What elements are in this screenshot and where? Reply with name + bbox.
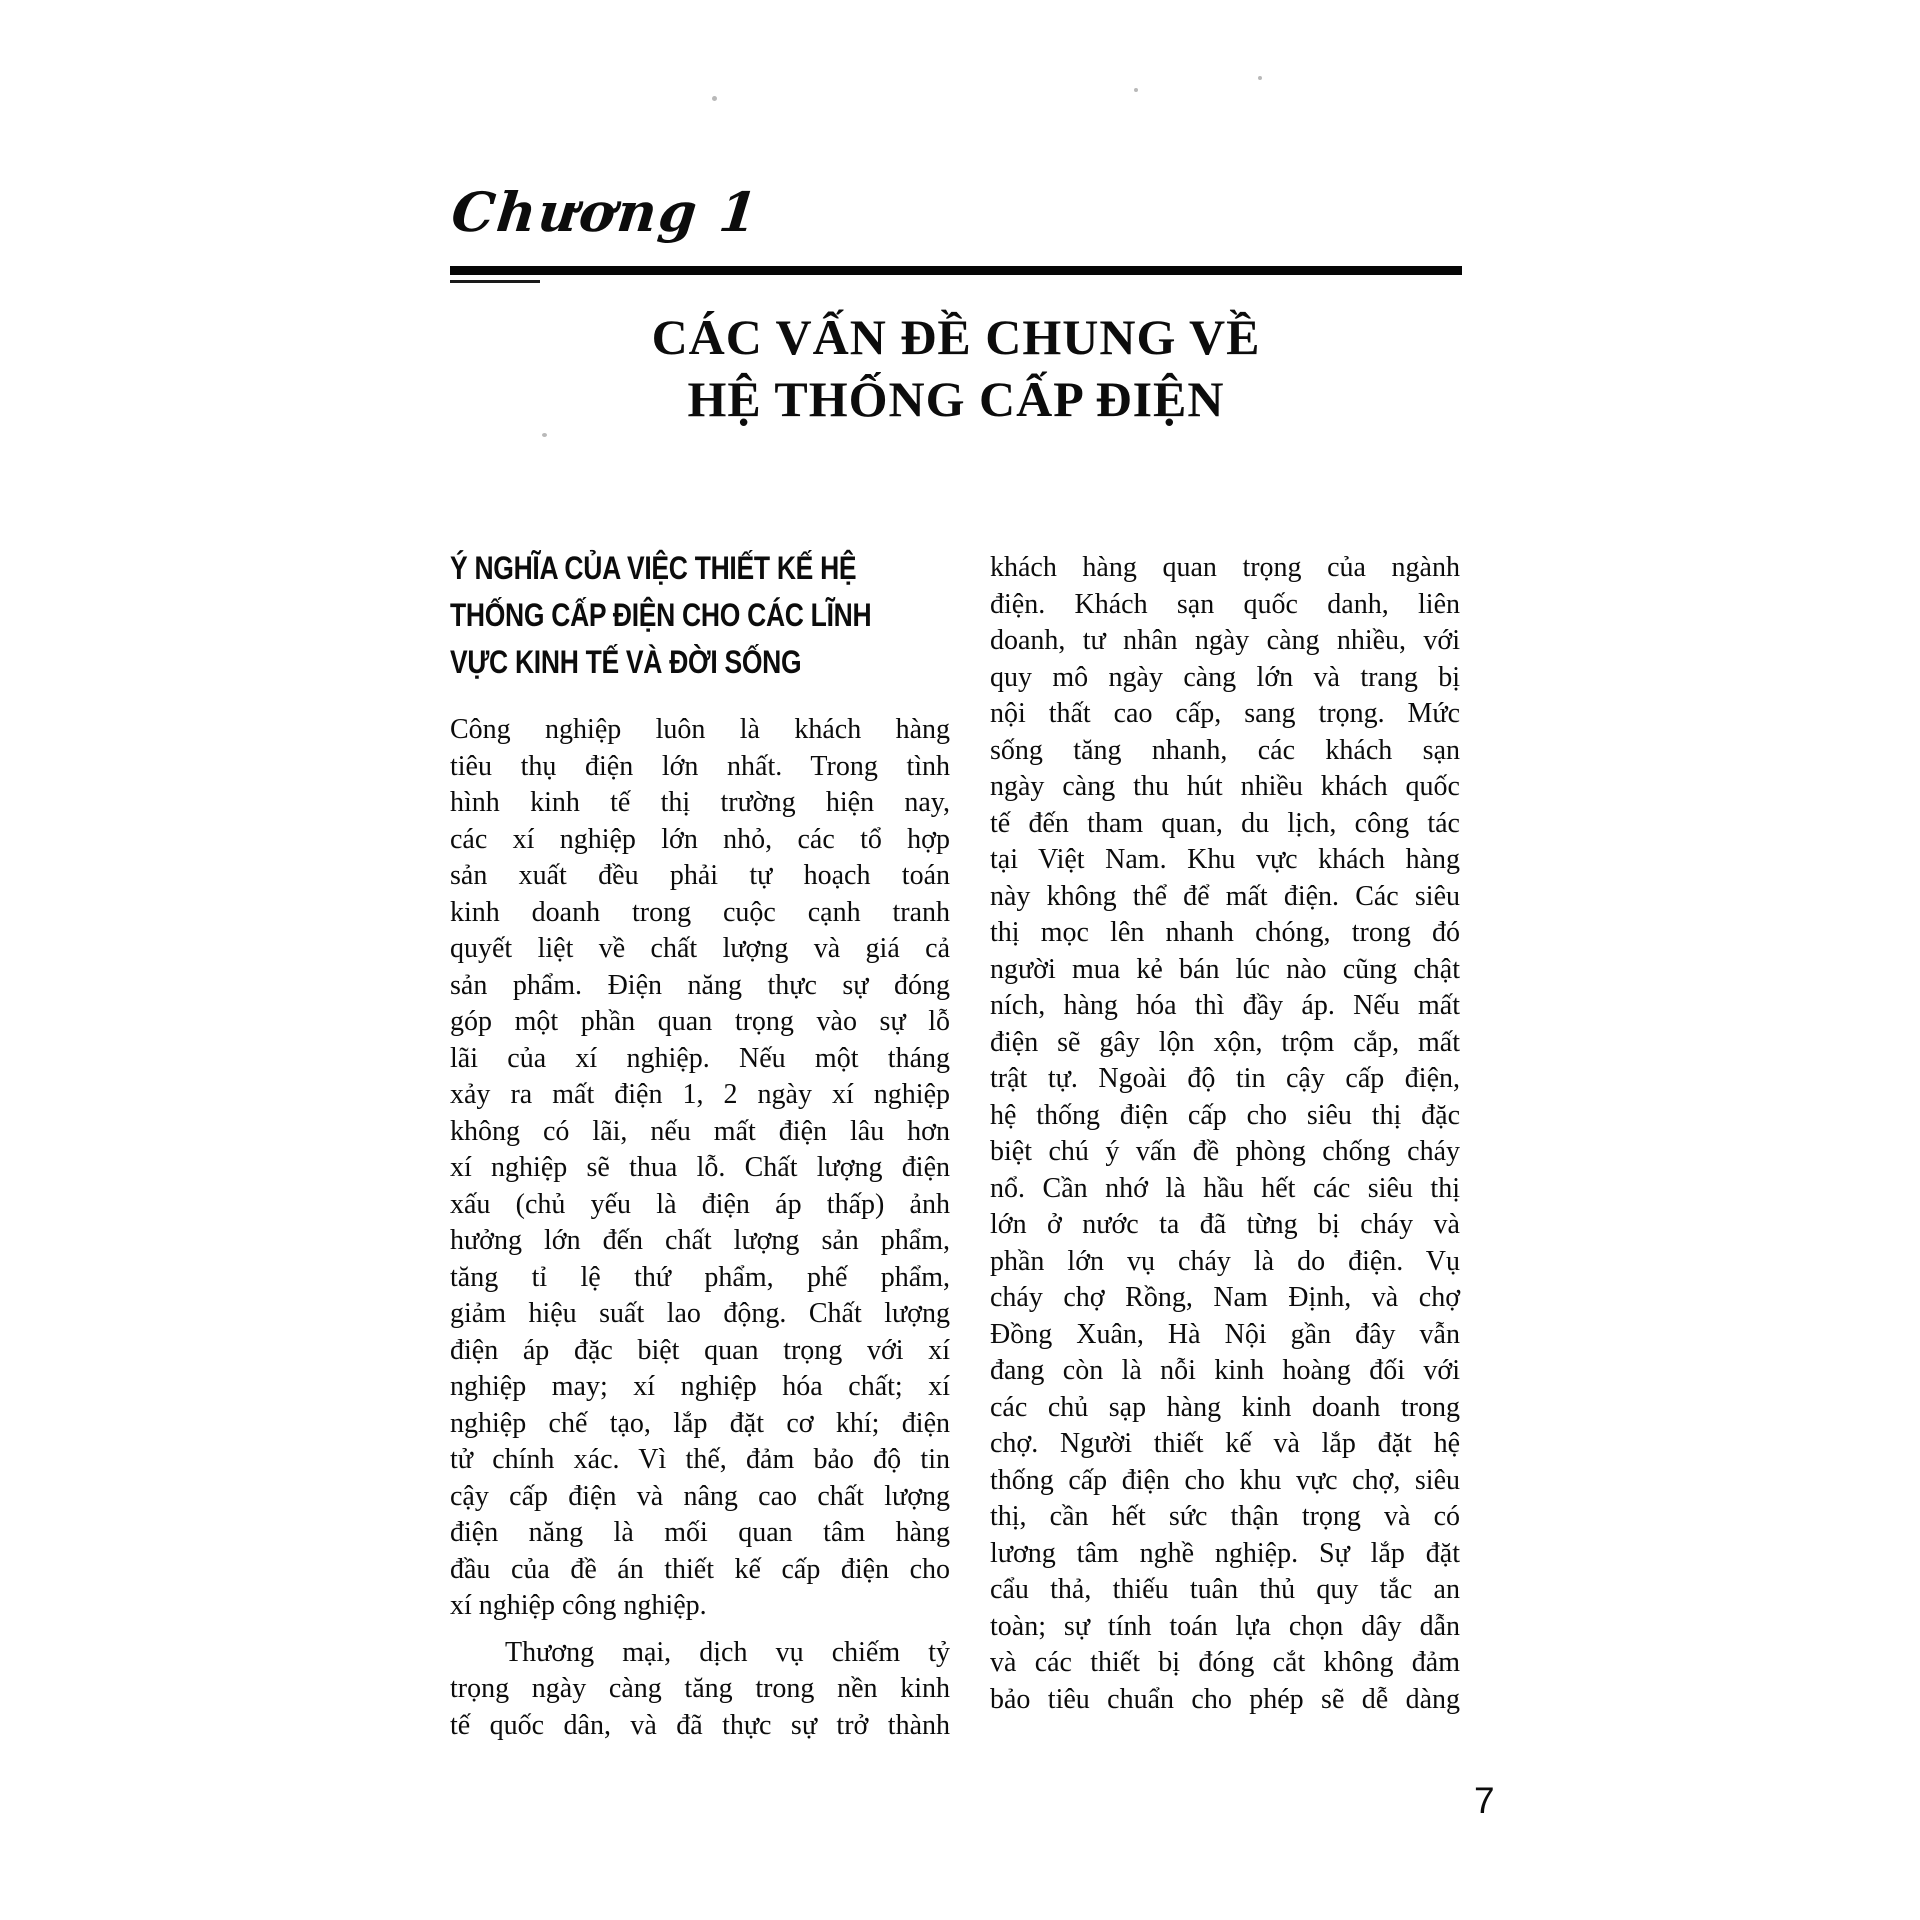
text-line: lãi của xí nghiệp. Nếu một tháng: [450, 1042, 950, 1074]
text-line: Công nghiệp luôn là khách hàng: [450, 714, 950, 745]
text-line: tế quốc dân, và đã thực sự trở thành: [450, 1709, 950, 1741]
text-line: xí nghiệp công nghiệp.: [450, 1590, 707, 1621]
text-line: điện. Khách sạn quốc danh, liên: [990, 588, 1460, 620]
scan-speck: [1258, 76, 1262, 80]
text-line: lương tâm nghề nghiệp. Sự lắp đặt: [990, 1537, 1460, 1569]
page-title-line-2: HỆ THỐNG CẤP ĐIỆN: [687, 371, 1225, 427]
text-line: giảm hiệu suất lao động. Chất lượng: [450, 1298, 950, 1329]
paragraph: [450, 712, 950, 1625]
section-heading: [450, 545, 950, 686]
text-line: này không thể để mất điện. Các siêu: [990, 880, 1460, 912]
chapter-rule: [450, 266, 1462, 275]
scan-speck: [1134, 88, 1138, 92]
text-line: biệt chú ý vấn đề phòng chống cháy: [990, 1136, 1460, 1167]
text-line: thị mọc lên nhanh chóng, trong đó: [990, 917, 1460, 948]
text-line: bảo tiêu chuẩn cho phép sẽ dễ dàng: [990, 1683, 1460, 1715]
text-line: nổ. Cần nhớ là hầu hết các siêu thị: [990, 1172, 1460, 1204]
text-line: điện áp đặc biệt quan trọng với xí: [450, 1334, 950, 1366]
text-line: tiêu thụ điện lớn nhất. Trong tình: [450, 750, 950, 782]
text-line: đang còn là nỗi kinh hoàng đối với: [990, 1355, 1460, 1386]
text-line: Thương mại, dịch vụ chiếm tỷ: [505, 1636, 950, 1668]
page-title: [450, 306, 1462, 430]
right-column-body: [990, 550, 1460, 1718]
text-line: lớn ở nước ta đã từng bị cháy và: [990, 1209, 1460, 1240]
text-line: hệ thống điện cấp cho siêu thị đặc: [990, 1099, 1460, 1131]
text-line: sống tăng nhanh, các khách sạn: [990, 734, 1460, 766]
text-line: tăng tỉ lệ thứ phẩm, phế phẩm,: [450, 1261, 950, 1293]
text-line: trật tự. Ngoài độ tin cậy cấp điện,: [990, 1063, 1460, 1094]
text-line: phần lớn vụ cháy là do điện. Vụ: [990, 1245, 1460, 1277]
text-line: thị, cần hết sức thận trọng và có: [990, 1501, 1460, 1532]
right-column: [990, 545, 1460, 1744]
text-line: nghiệp may; xí nghiệp hóa chất; xí: [450, 1371, 950, 1402]
text-line: cậy cấp điện và nâng cao chất lượng: [450, 1480, 950, 1512]
text-line: Đồng Xuân, Hà Nội gần đây vẫn: [990, 1318, 1460, 1350]
text-line: và các thiết bị đóng cắt không đảm: [990, 1647, 1460, 1678]
scan-speck: [712, 96, 717, 101]
text-line: đầu của đề án thiết kế cấp điện cho: [450, 1553, 950, 1585]
text-line: không có lãi, nếu mất điện lâu hơn: [450, 1115, 950, 1147]
text-line: hình kinh tế thị trường hiện nay,: [450, 787, 950, 818]
left-column-body: [450, 712, 950, 1744]
text-line: quy mô ngày càng lớn và trang bị: [990, 661, 1460, 693]
text-line: tại Việt Nam. Khu vực khách hàng: [990, 844, 1460, 875]
scan-speck: [542, 433, 547, 437]
text-line: xí nghiệp sẽ thua lỗ. Chất lượng điện: [450, 1152, 950, 1183]
text-line: điện sẽ gây lộn xộn, trộm cắp, mất: [990, 1026, 1460, 1058]
heading-line: VỰC KINH TẾ VÀ ĐỜI SỐNG: [450, 643, 802, 681]
text-line: người mua kẻ bán lúc nào cũng chật: [990, 953, 1460, 985]
text-line: cháy chợ Rồng, Nam Định, và chợ: [990, 1282, 1460, 1313]
text-line: ngày càng thu hút nhiều khách quốc: [990, 771, 1460, 802]
chapter-label: Chương 1: [448, 180, 763, 244]
text-line: xảy ra mất điện 1, 2 ngày xí nghiệp: [450, 1079, 950, 1110]
chapter-rule-fragment: [450, 280, 540, 283]
text-line: tế đến tham quan, du lịch, công tác: [990, 807, 1460, 839]
text-line: các xí nghiệp lớn nhỏ, các tổ hợp: [450, 823, 950, 855]
text-line: toàn; sự tính toán lựa chọn dây dẫn: [990, 1610, 1460, 1642]
text-line: xấu (chủ yếu là điện áp thấp) ảnh: [450, 1188, 950, 1220]
text-line: doanh, tư nhân ngày càng nhiều, với: [990, 625, 1460, 656]
text-line: quyết liệt về chất lượng và giá cả: [450, 933, 950, 964]
paragraph: [990, 550, 1460, 1718]
text-line: góp một phần quan trọng vào sự lỗ: [450, 1006, 950, 1037]
text-line: sản xuất đều phải tự hoạch toán: [450, 860, 950, 891]
text-line: hưởng lớn đến chất lượng sản phẩm,: [450, 1225, 950, 1256]
page-number: 7: [1474, 1780, 1495, 1821]
text-line: ních, hàng hóa thì đầy áp. Nếu mất: [990, 990, 1460, 1021]
text-line: khách hàng quan trọng của ngành: [990, 552, 1460, 583]
text-line: điện năng là mối quan tâm hàng: [450, 1517, 950, 1548]
text-line: nghiệp chế tạo, lắp đặt cơ khí; điện: [450, 1407, 950, 1439]
text-line: cẩu thả, thiếu tuân thủ quy tắc an: [990, 1574, 1460, 1605]
text-line: thống cấp điện cho khu vực chợ, siêu: [990, 1464, 1460, 1496]
left-column: [450, 545, 950, 1744]
text-line: chợ. Người thiết kế và lắp đặt hệ: [990, 1428, 1460, 1459]
heading-line: THỐNG CẤP ĐIỆN CHO CÁC LĨNH: [450, 596, 872, 634]
text-columns: [450, 545, 1460, 1744]
text-line: nội thất cao cấp, sang trọng. Mức: [990, 698, 1460, 729]
heading-line: Ý NGHĨA CỦA VIỆC THIẾT KẾ HỆ: [450, 549, 857, 587]
text-line: tử chính xác. Vì thế, đảm bảo độ tin: [450, 1444, 950, 1475]
text-line: trọng ngày càng tăng trong nền kinh: [450, 1673, 950, 1704]
text-line: các chủ sạp hàng kinh doanh trong: [990, 1391, 1460, 1423]
text-line: sản phẩm. Điện năng thực sự đóng: [450, 969, 950, 1001]
text-line: kinh doanh trong cuộc cạnh tranh: [450, 896, 950, 928]
paragraph: [450, 1635, 950, 1745]
page-title-line-1: CÁC VẤN ĐỀ CHUNG VỀ: [651, 309, 1261, 365]
